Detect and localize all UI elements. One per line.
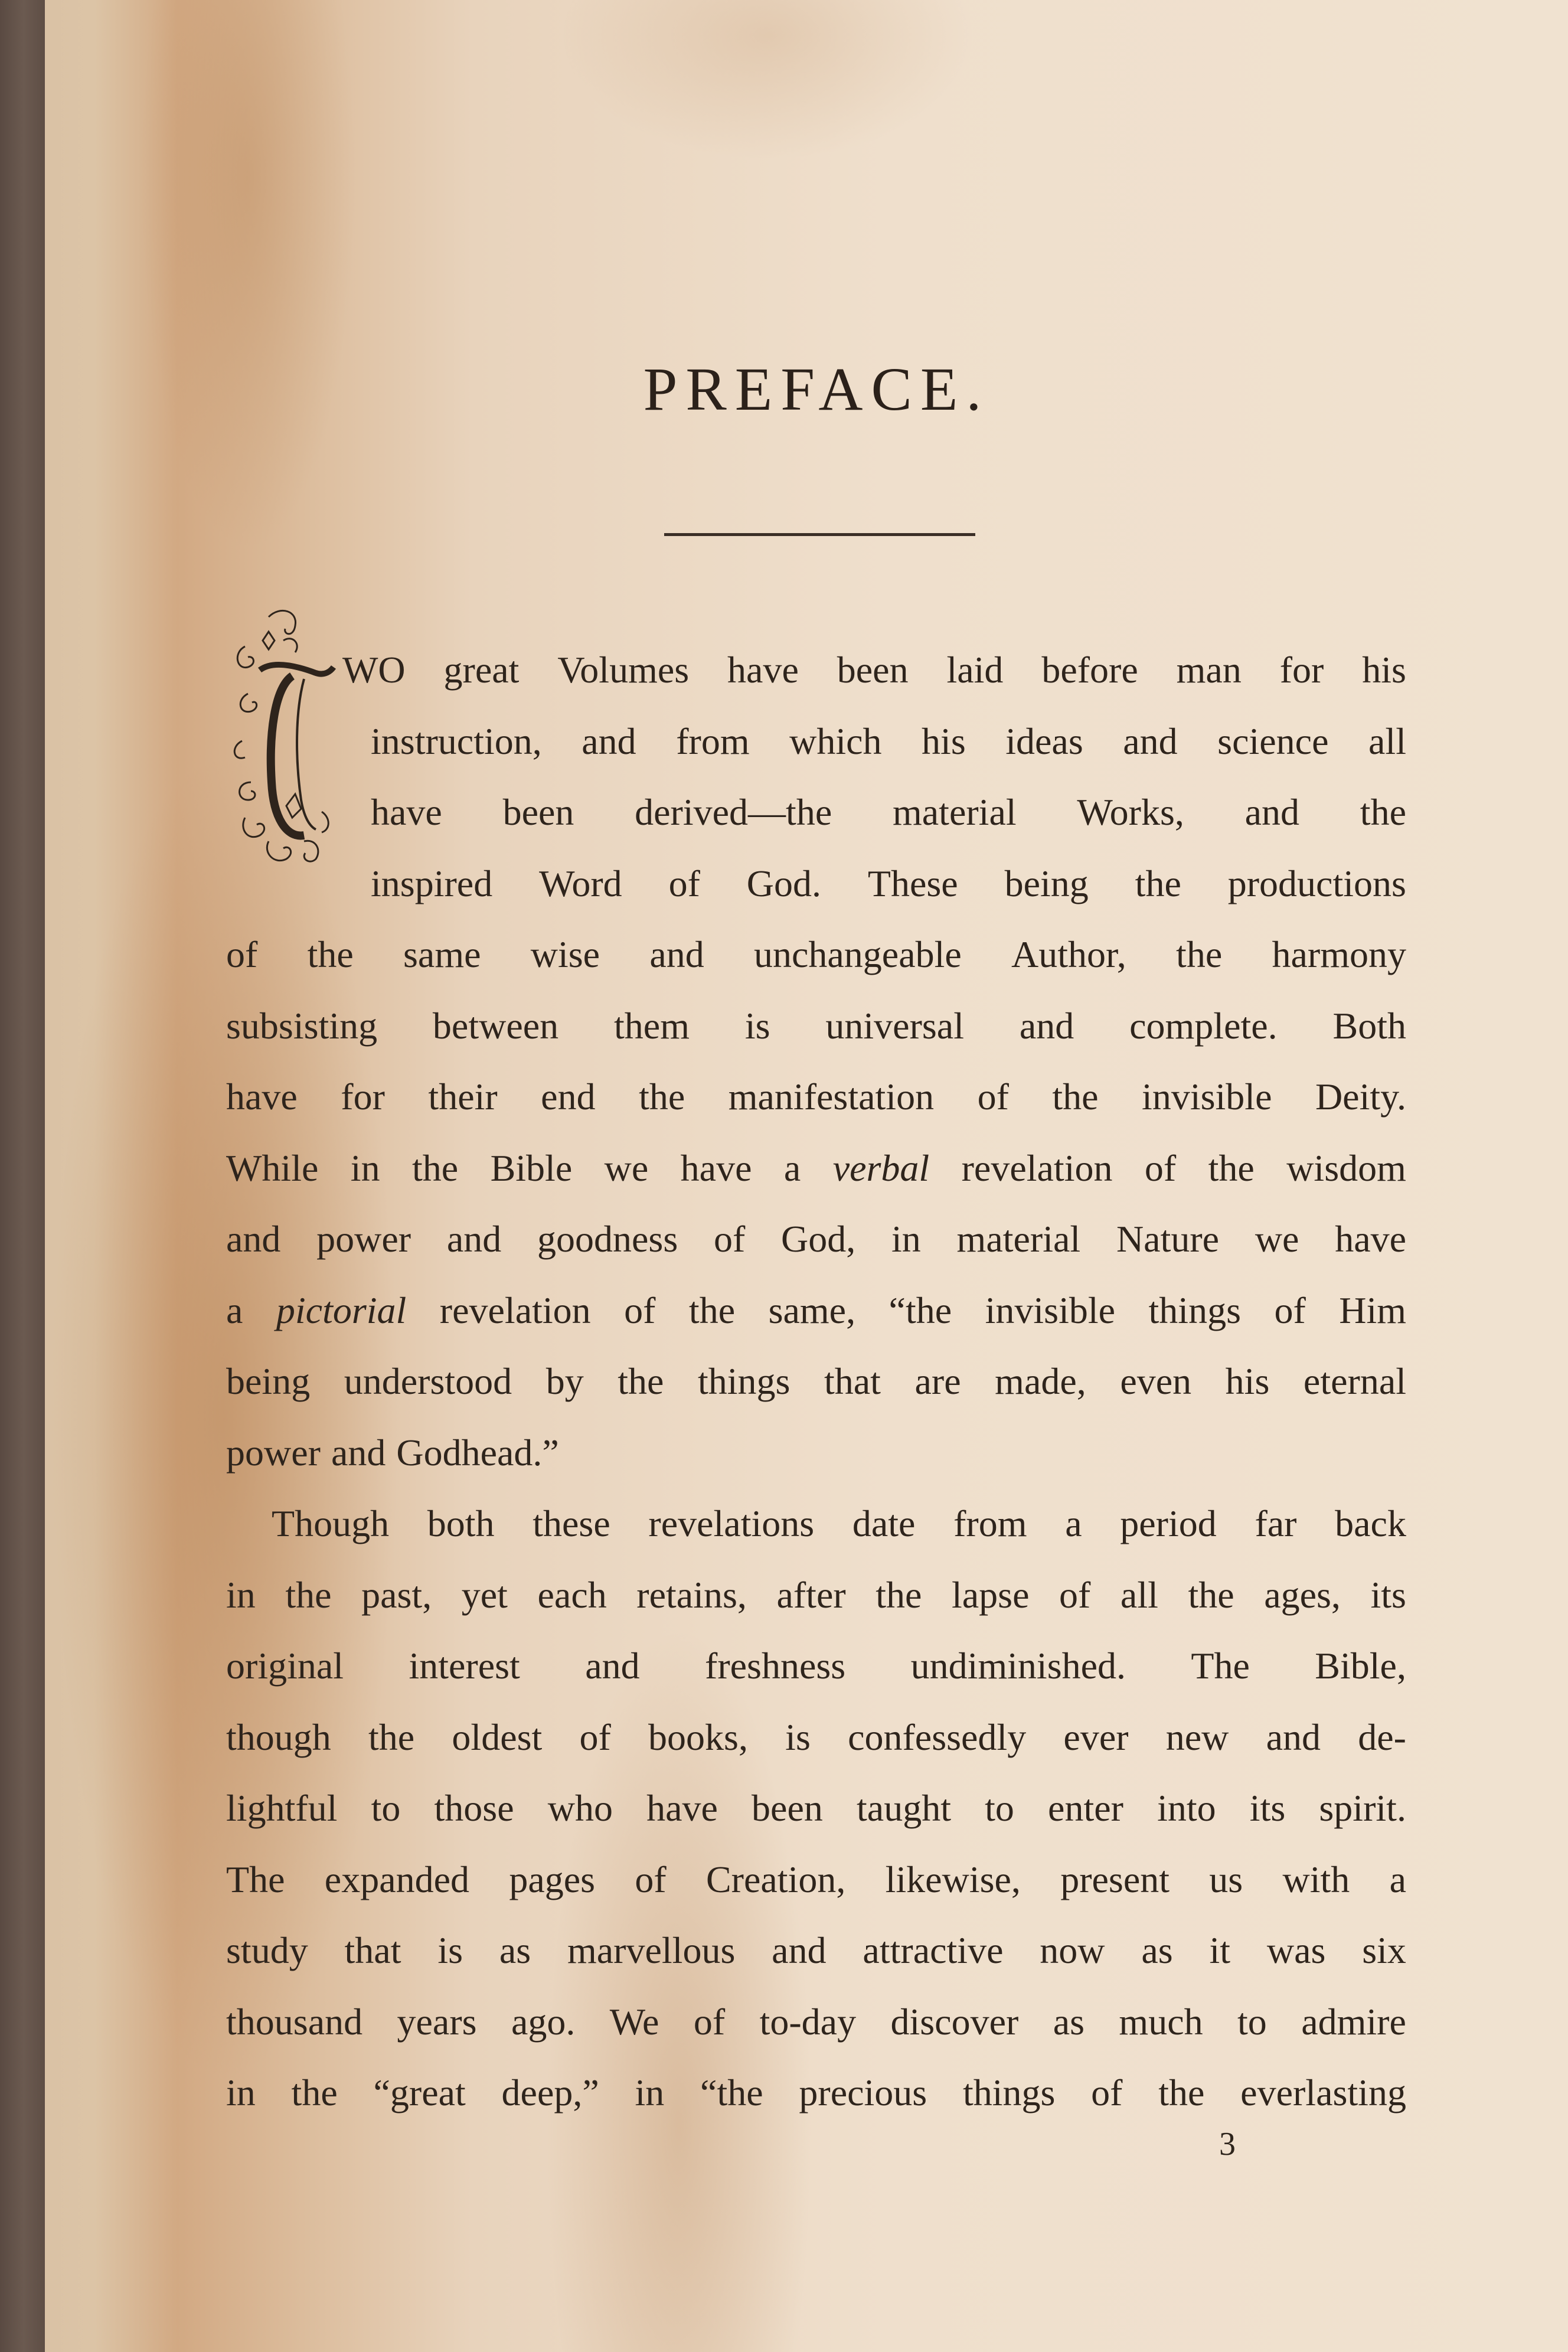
ornamental-drop-cap-icon (227, 605, 345, 871)
text-line: in the past, yet each retains, after the lapse of all the ages, its (226, 1573, 1406, 1616)
text-line: a pictorial revelation of the same, “the invisible things of Him (226, 1289, 1406, 1331)
text-line: lightful to those who have been taught to enter into its spirit. (226, 1787, 1406, 1829)
text-line: have been derived—the material Works, and the (371, 791, 1406, 833)
text-line: and power and goodness of God, in material Nature we have (226, 1218, 1406, 1260)
text-line: instruction, and from which his ideas and science all (371, 720, 1406, 762)
text-line: being understood by the things that are made, even his eternal (226, 1360, 1406, 1402)
text-line: power and Godhead.” (226, 1431, 559, 1474)
text-line: in the “great deep,” in “the precious things of the everlasting (226, 2072, 1406, 2113)
text-line: though the oldest of books, is confessedly ever new and de- (226, 1716, 1406, 1758)
text-line: of the same wise and unchangeable Author, the harmony (226, 933, 1406, 975)
text-line: original interest and freshness undiminished. The Bible, (226, 1645, 1406, 1687)
title-rule-divider (664, 533, 975, 536)
text-line: thousand years ago. We of to-day discover as much to admire (226, 2000, 1406, 2043)
text-line: WO great Volumes have been laid before man for his (342, 649, 1406, 691)
chapter-title: PREFACE. (643, 355, 990, 423)
page-number: 3 (1219, 2126, 1236, 2162)
text-line: subsisting between them is universal and complete. Both (226, 1004, 1406, 1047)
text-line: study that is as marvellous and attractive now as it was six (226, 1929, 1406, 1971)
text-line: The expanded pages of Creation, likewise, present us with a (226, 1858, 1406, 1900)
text-line: Though both these revelations date from a period far back (272, 1502, 1406, 1544)
text-line: While in the Bible we have a verbal revelation of the wisdom (226, 1146, 1406, 1189)
text-line: inspired Word of God. These being the productions (371, 862, 1406, 904)
text-line: have for their end the manifestation of the invisible Deity. (226, 1076, 1406, 1118)
book-binding-edge (0, 0, 45, 2352)
